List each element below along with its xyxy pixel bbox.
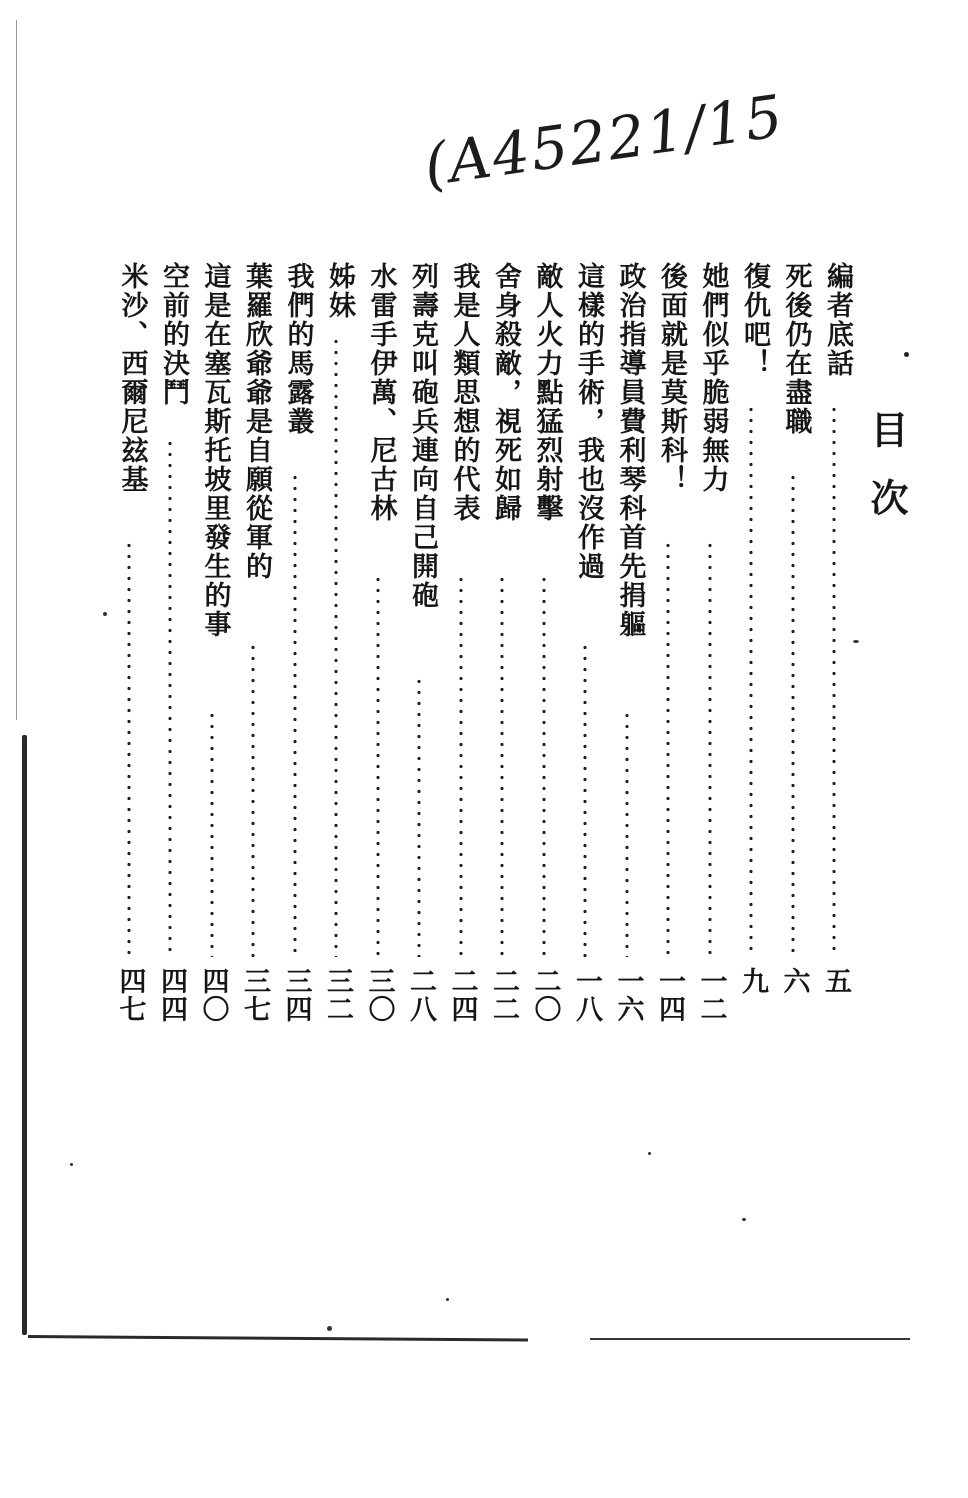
toc-dot-leader	[541, 574, 547, 957]
toc-entry-title: 列壽克叫砲兵連向自己開砲	[407, 262, 438, 610]
toc-entry-page-number: 一八	[571, 967, 602, 1023]
toc-entry	[111, 262, 151, 1027]
toc-entry-page-number: 二〇	[529, 967, 561, 1023]
toc-entry-page-number: 四四	[156, 967, 187, 1023]
toc-entry-title: 葉羅欣爺爺是自願從軍的	[241, 262, 272, 581]
toc-dot-leader	[831, 404, 837, 957]
toc-entry-page-number: 六	[778, 967, 810, 995]
toc-dot-leader	[790, 472, 796, 957]
toc-entry	[152, 262, 192, 1027]
toc-dot-leader	[748, 404, 754, 957]
binding-edge-line	[22, 735, 27, 1335]
toc-entry-page-number: 九	[737, 967, 768, 995]
toc-entry-page-number: 一二	[695, 967, 727, 1023]
toc-entry-title: 空前的決鬥	[158, 262, 189, 407]
toc-dot-leader	[416, 676, 422, 957]
toc-entry-page-number: 三二	[322, 967, 353, 1023]
scan-speck	[648, 1152, 651, 1155]
toc-entry	[277, 262, 317, 1027]
toc-entry-page-number: 四〇	[197, 967, 229, 1023]
toc-entry-page-number: 二二	[488, 967, 519, 1023]
toc-entry	[526, 262, 566, 1027]
scan-speck	[103, 612, 107, 616]
toc-entry-title: 這樣的手術，我也沒作過	[573, 262, 604, 581]
toc-entry	[816, 262, 856, 1027]
toc-dot-leader	[167, 438, 173, 957]
scan-speck	[70, 1163, 73, 1166]
toc-entry-title: 這是在塞瓦斯托坡里發生的事	[199, 262, 231, 639]
scan-speck	[742, 1218, 746, 1221]
scan-speck	[446, 1298, 449, 1301]
toc-entry-page-number: 一四	[654, 967, 685, 1023]
toc-dot-leader	[126, 540, 132, 957]
toc-entry	[609, 262, 649, 1027]
toc-entry	[194, 262, 234, 1027]
toc-dot-leader	[333, 336, 339, 957]
toc-entry-title: 敵人火力點猛烈射擊	[531, 262, 563, 523]
toc-entry-title: 復仇吧！	[739, 262, 770, 378]
toc-dot-leader	[665, 540, 671, 957]
toc-entry-page-number: 五	[820, 967, 851, 995]
bottom-edge-line-right	[590, 1338, 910, 1340]
toc-entry	[567, 262, 607, 1027]
toc-dot-leader	[458, 574, 464, 957]
toc-entry	[401, 262, 441, 1027]
toc-entry	[235, 262, 275, 1027]
toc-dot-leader	[499, 574, 505, 957]
toc-entry-title: 死後仍在盡職	[780, 262, 812, 436]
toc-entry	[484, 262, 524, 1027]
toc-entry-page-number: 二八	[405, 967, 436, 1023]
toc-entry-page-number: 一六	[612, 967, 644, 1023]
toc-entry-page-number: 四七	[114, 967, 146, 1023]
toc-dot-leader	[209, 710, 215, 957]
toc-dot-leader	[582, 642, 588, 957]
toc-entry-title: 水雷手伊萬、尼古林	[365, 262, 397, 523]
toc-dot-leader	[292, 472, 298, 957]
heading-dot	[904, 352, 909, 357]
bottom-edge-line	[28, 1335, 528, 1341]
toc-entry-page-number: 三〇	[363, 967, 395, 1023]
toc-entry-title: 姊妹	[324, 262, 355, 320]
toc-entry-page-number: 二四	[446, 967, 478, 1023]
toc-entry-title: 編者底話	[822, 262, 853, 378]
toc-dot-leader	[375, 574, 381, 957]
toc-entry-title: 舍身殺敵，視死如歸	[490, 262, 521, 523]
toc-entry-title: 我們的馬露叢	[282, 262, 314, 436]
toc-entry	[775, 262, 815, 1027]
scan-speck	[327, 1326, 332, 1331]
toc-heading: 目次	[864, 410, 909, 546]
toc-entry-title: 她們似乎脆弱無力	[697, 262, 729, 494]
toc-entry	[443, 262, 483, 1027]
toc-entry	[318, 262, 358, 1027]
toc-entry	[733, 262, 773, 1027]
toc-entry-title: 政治指導員費利琴科首先捐軀	[614, 262, 646, 639]
toc-entry-title: 我是人類思想的代表	[448, 262, 480, 523]
toc-dot-leader	[624, 710, 630, 957]
toc-entry-title: 後面就是莫斯科！	[656, 262, 687, 494]
handwritten-call-number: (A45221/15	[420, 81, 789, 200]
toc-entry-page-number: 三七	[239, 967, 270, 1023]
toc-entry	[692, 262, 732, 1027]
toc-entry-page-number: 三四	[280, 967, 312, 1023]
toc-entry-title: 米沙、西爾尼玆基	[116, 262, 148, 494]
toc-entry	[360, 262, 400, 1027]
toc-dot-leader	[707, 540, 713, 957]
scan-edge-line	[16, 20, 17, 720]
toc-dot-leader	[250, 642, 256, 957]
toc-entry	[650, 262, 690, 1027]
